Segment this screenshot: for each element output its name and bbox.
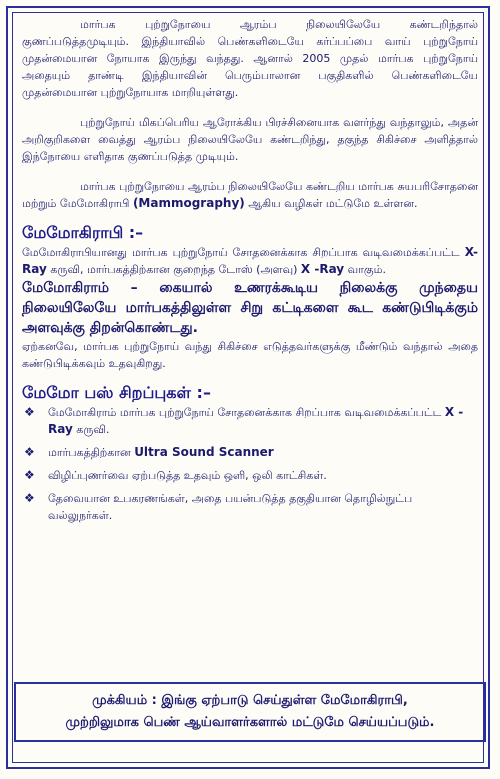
diamond-bullet-icon: ❖ [24,491,35,505]
xray-term-2: X -Ray [300,262,345,276]
diamond-bullet-icon: ❖ [24,445,35,459]
mammography-bold-statement: மேமோகிராம் – கையால் உணரக்கூடிய நிலைக்கு முந்தைய நிலையிலேயே மார்பகத்திலுள்ள சிறு கட்டிகளை கூட கண்டுபிடிக்கும் அளவுக்கு திறன்கொண்டது. [22,280,478,336]
mammography-line-2: கருவி, மார்பகத்திற்கான குறைந்த டோஸ் (அளவு) [46,263,301,276]
diamond-bullet-icon: ❖ [24,468,35,482]
feature-1-bold: X -Ray [48,405,464,436]
feature-item-xray [22,404,478,438]
mammography-followup: ஏற்கனவே, மார்பக புற்றுநோய் வந்து சிகிச்சை எடுத்தவர்களுக்கு மீண்டும் வந்தால் அதை கண்டுபிடிக்கவும் உதவுகிறது. [22,340,478,370]
intro-paragraph: மார்பக புற்றுநோயை ஆரம்ப நிலையிலேயே கண்டறிந்தால் குணப்படுத்தமுடியும். இந்தியாவில் பெண்களிடையே கர்ப்பப்பை வாய் புற்றுநோய் முதன்மையான நோயாக இருந்து வந்தது. ஆனால் 2005 முதல் மார்பக புற்றுநோய் அதையும் தாண்டி இந்தியாவின் பெரும்பாலான பகுதிகளில் பெண்களிடையே முதன்மையான புற்றுநோயாக மாறியுள்ளது. [22,18,478,99]
important-note-line-1: முக்கியம் : இங்கு ஏற்பாடு செய்துள்ள மேமோகிராபி, [92,693,408,708]
mammography-line-1: மேமோகிராபியானது மார்பக புற்றுநோய் சோதனைக்காக சிறப்பாக வடிவமைக்கப்பட்ட [22,246,460,259]
features-heading: மேமோ பஸ் சிறப்புகள் :– [22,383,211,402]
third-paragraph-prefix: மார்பக புற்றுநோயை ஆரம்ப நிலையிலேயே கண்டறிய மார்பக சுயபரிசோதனை மற்றும் மேமோகிராபி [22,180,478,210]
important-note-box [14,682,486,742]
mammography-description [22,244,478,278]
second-paragraph: புற்றுநோய் மிகப்பெரிய ஆரோக்கிய பிரச்சினையாக வளர்ந்து வந்தாலும், அதன் அறிகுறிகளை வைத்து ஆரம்ப நிலையிலேயே கண்டறிந்து, தகுந்த சிகிச்சை அளித்தால் இந்நோயை எளிதாக குணப்படுத்த முடியும். [22,116,478,163]
mammography-heading: மேமோகிராபி :– [22,223,144,242]
poster-content [22,16,478,530]
mammography-term: (Mammography) [132,196,245,210]
feature-1-suffix: கருவி. [72,423,110,436]
feature-2-bold: Ultra Sound Scanner [134,445,274,459]
feature-4-text: தேவையான உபகரணங்கள், அதை பயன்படுத்த தகுதியான தொழில்நுட்ப வல்லுநர்கள். [48,492,413,522]
feature-3-text: விழிப்புணர்வை ஏற்படுத்த உதவும் ஒளி, ஒலி காட்சிகள். [48,469,327,482]
feature-item-equipment [22,490,478,524]
feature-2-text: மார்பகத்திற்கான [48,446,135,459]
feature-item-awareness [22,467,478,484]
feature-item-ultrasound [22,444,478,461]
important-note-line-2: முற்றிலுமாக பெண் ஆய்வாளர்களால் மட்டுமே செய்யப்படும். [65,715,435,730]
features-list [22,404,478,524]
third-paragraph-suffix: ஆகிய வழிகள் மட்டுமே உள்ளன. [244,197,418,210]
xray-term-1: X-Ray [22,245,479,276]
feature-1-text: மேமோகிராம் மார்பக புற்றுநோய் சோதனைக்காக சிறப்பாக வடிவமைக்கப்பட்ட [48,406,445,419]
third-paragraph [22,178,478,212]
diamond-bullet-icon: ❖ [24,405,35,419]
mammography-line-3: வாகும். [344,263,386,276]
